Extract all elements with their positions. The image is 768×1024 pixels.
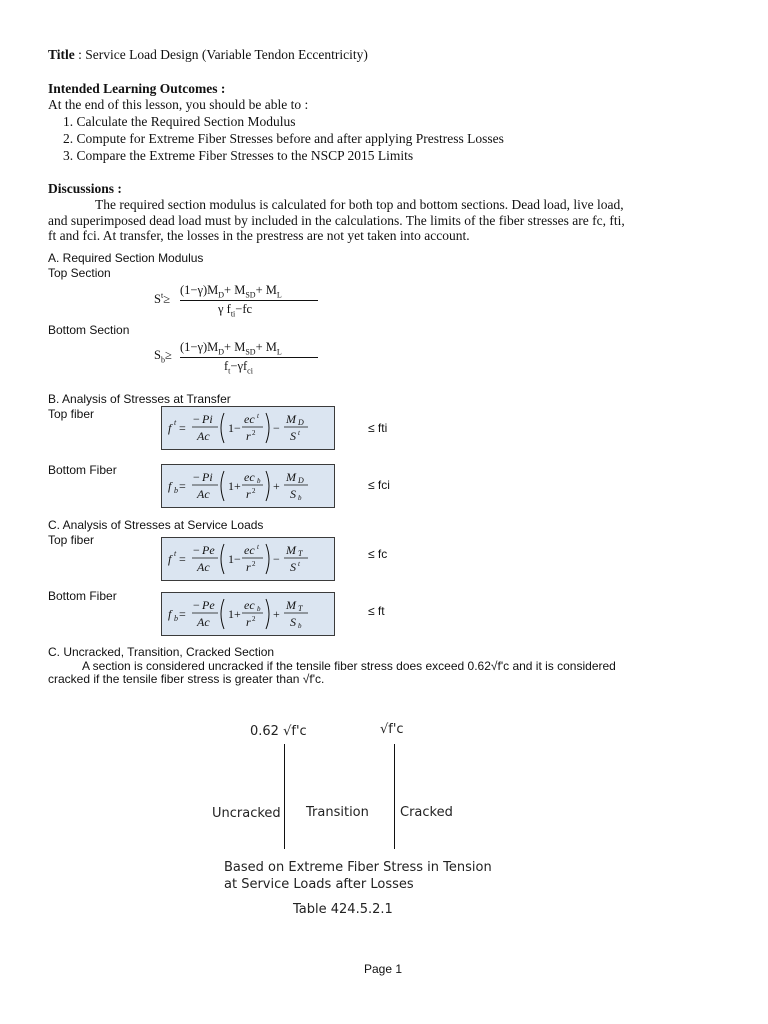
svg-text:D: D [298, 476, 304, 485]
svg-text:r: r [246, 615, 251, 629]
svg-text:M: M [286, 598, 296, 612]
zone-uncracked: Uncracked [212, 806, 281, 821]
svg-text:Pi: Pi [202, 412, 213, 426]
svg-text:1−: 1− [228, 421, 241, 435]
section-c-heading: C. Analysis of Stresses at Service Loads [48, 518, 264, 532]
zone-cracked: Cracked [400, 805, 453, 820]
service-top-limit: ≤ fc [368, 547, 388, 561]
svg-text:Pe: Pe [202, 598, 215, 612]
svg-text:T: T [298, 549, 303, 558]
section-d-heading: C. Uncracked, Transition, Cracked Section [48, 645, 275, 659]
svg-text:t: t [257, 412, 259, 420]
ilo-item-3: 3. Compare the Extreme Fiber Stresses to the NSCP 2015 Limits [63, 148, 414, 163]
section-a-bottom-label: Bottom Section [48, 323, 130, 337]
title-label: Title [48, 47, 75, 62]
svg-text:M: M [286, 543, 296, 557]
svg-text:2: 2 [252, 615, 256, 623]
svg-text:ec: ec [244, 412, 255, 426]
svg-text:+: + [273, 607, 280, 621]
service-bottom-limit: ≤ ft [368, 604, 385, 618]
svg-text:Ac: Ac [197, 429, 210, 443]
section-c-bottom-label: Bottom Fiber [48, 589, 117, 603]
svg-text:Ac: Ac [197, 560, 210, 574]
svg-text:Ac: Ac [197, 487, 210, 501]
discussions-heading: Discussions : [48, 181, 122, 196]
service-bottom-fiber-formula [161, 592, 335, 636]
svg-text:T: T [298, 604, 303, 613]
section-b-top-label: Top fiber [48, 407, 95, 421]
title-text: : Service Load Design (Variable Tendon Eccentricity) [74, 47, 368, 62]
svg-text:=: = [179, 607, 186, 621]
svg-text:ec: ec [244, 598, 255, 612]
svg-text:b: b [257, 477, 261, 485]
page-title [48, 47, 368, 63]
svg-text:t: t [174, 418, 177, 427]
svg-text:r: r [246, 560, 251, 574]
svg-text:b: b [298, 494, 302, 502]
section-d-line-1: A section is considered uncracked if the tensile fiber stress does exceed 0.62√f'c and it is considered [82, 659, 616, 673]
svg-text:b: b [174, 486, 178, 495]
transfer-bottom-limit: ≤ fci [368, 478, 390, 492]
svg-text:S: S [290, 615, 296, 629]
svg-text:+: + [273, 479, 280, 493]
svg-text:−: − [193, 470, 200, 484]
svg-text:t: t [174, 549, 177, 558]
svg-text:b: b [298, 622, 302, 630]
svg-text:f: f [168, 421, 172, 435]
svg-text:−: − [193, 412, 200, 426]
transfer-top-fiber-formula [161, 406, 335, 450]
section-a-top-label: Top Section [48, 266, 111, 280]
svg-text:b: b [257, 605, 261, 613]
svg-text:r: r [246, 487, 251, 501]
threshold-line-uncracked [284, 744, 285, 849]
svg-text:2: 2 [252, 560, 256, 568]
svg-text:Ac: Ac [197, 615, 210, 629]
svg-text:M: M [286, 470, 296, 484]
discussions-line-2: and superimposed dead load must by included in the calculations. The limits of the fiber stresses are fc, fti, [48, 213, 625, 228]
svg-text:S: S [290, 560, 296, 574]
transfer-bottom-fiber-formula [161, 464, 335, 508]
svg-text:−: − [193, 543, 200, 557]
svg-text:2: 2 [252, 429, 256, 437]
svg-text:t: t [257, 543, 259, 551]
diagram-caption-2: at Service Loads after Losses [224, 877, 414, 892]
service-top-fiber-formula [161, 537, 335, 581]
svg-text:−: − [193, 598, 200, 612]
diagram-label-right: √f'c [380, 722, 404, 737]
svg-text:ec: ec [244, 470, 255, 484]
diagram-caption-1: Based on Extreme Fiber Stress in Tension [224, 860, 492, 875]
svg-text:−: − [273, 552, 280, 566]
section-a-heading: A. Required Section Modulus [48, 251, 204, 265]
page-number: Page 1 [364, 962, 403, 976]
bottom-section-modulus-formula: $S_b\ge$ $(1-\gamma)M_D+ M_{SD}+ M_L$ $f_t-\gamma f_{ci}$ [154, 340, 324, 376]
transfer-top-limit: ≤ fti [368, 421, 388, 435]
diagram-label-left: 0.62 √f'c [250, 724, 307, 739]
ilo-item-1: 1. Calculate the Required Section Modulus [63, 114, 296, 129]
svg-text:M: M [286, 412, 296, 426]
svg-text:f: f [168, 479, 172, 493]
svg-text:t: t [298, 560, 300, 568]
svg-text:2: 2 [252, 487, 256, 495]
svg-text:−: − [273, 421, 280, 435]
svg-text:Pe: Pe [202, 543, 215, 557]
svg-text:D: D [298, 418, 304, 427]
svg-text:ec: ec [244, 543, 255, 557]
discussions-line-1: The required section modulus is calculated for both top and bottom sections. Dead load, live load, [95, 197, 624, 212]
svg-text:Pi: Pi [202, 470, 213, 484]
top-section-modulus-formula: $S^t\ge$ $(1-\gamma)M_D+ M_{SD}+ M_L$ γ $f_{ti}-fc$ [154, 283, 324, 319]
section-b-heading: B. Analysis of Stresses at Transfer [48, 392, 231, 406]
svg-text:=: = [179, 479, 186, 493]
svg-text:t: t [298, 429, 300, 437]
svg-text:f: f [168, 552, 172, 566]
zone-transition: Transition [306, 805, 369, 820]
ilo-item-2: 2. Compute for Extreme Fiber Stresses before and after applying Prestress Losses [63, 131, 504, 146]
svg-text:S: S [290, 429, 296, 443]
ilo-intro: At the end of this lesson, you should be able to : [48, 97, 309, 112]
svg-text:1+: 1+ [228, 607, 241, 621]
svg-text:=: = [179, 552, 186, 566]
svg-text:1−: 1− [228, 552, 241, 566]
discussions-line-3: ft and fci. At transfer, the losses in the prestress are not yet taken into account. [48, 228, 470, 243]
threshold-line-cracked [394, 744, 395, 849]
section-c-top-label: Top fiber [48, 533, 95, 547]
section-b-bottom-label: Bottom Fiber [48, 463, 117, 477]
svg-text:r: r [246, 429, 251, 443]
diagram-table-ref: Table 424.5.2.1 [293, 902, 393, 917]
svg-text:b: b [174, 614, 178, 623]
svg-text:1+: 1+ [228, 479, 241, 493]
svg-text:=: = [179, 421, 186, 435]
section-d-line-2: cracked if the tensile fiber stress is greater than √f'c. [48, 672, 325, 686]
svg-text:f: f [168, 607, 172, 621]
ilo-heading: Intended Learning Outcomes : [48, 81, 226, 96]
svg-text:S: S [290, 487, 296, 501]
